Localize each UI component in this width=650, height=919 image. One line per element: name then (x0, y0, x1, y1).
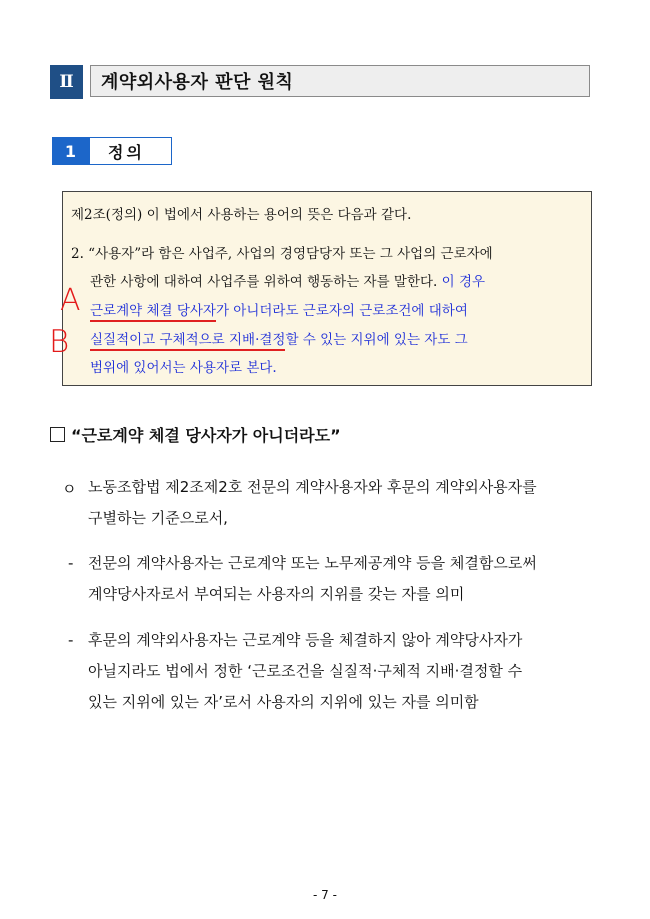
definition-highlight: 가 아니더라도 근로자의 근로조건에 대하여 (215, 303, 468, 319)
definition-item-line-1: 2. “사용자”라 함은 사업주, 사업의 경영담당자 또는 그 사업의 근로자에 (71, 246, 493, 262)
paragraph-2 (88, 548, 537, 610)
definition-text: 관한 사항에 대하여 사업주를 위하여 행동하는 자를 말한다. (90, 274, 438, 290)
definition-item-line-2 (90, 270, 485, 290)
paragraph-line: 계약당사자로서 부여되는 사용자의 지위를 갖는 자를 의미 (88, 585, 465, 603)
underlined-phrase-a: 근로계약 체결 당사자 (90, 303, 216, 322)
definition-item-line-5: 범위에 있어서는 사용자로 본다. (90, 360, 277, 376)
paragraph-line: 아닐지라도 법에서 정한 ‘근로조건을 실질적·구체적 지배·결정할 수 (88, 662, 523, 680)
paragraph-line: 후문의 계약외사용자는 근로계약 등을 체결하지 않아 계약당사자가 (88, 631, 523, 649)
topic-text: “근로계약 체결 당사자가 아니더라도” (71, 426, 341, 445)
checkbox-icon (50, 427, 65, 442)
annotation-a: A (60, 283, 81, 318)
definition-highlight: 할 수 있는 지위에 있는 자도 그 (285, 332, 468, 348)
definition-highlight: 이 경우 (437, 274, 486, 290)
bullet-dash: - (68, 554, 74, 572)
definition-box (62, 191, 592, 386)
annotation-b: B (49, 324, 70, 360)
paragraph-line: 있는 지위에 있는 자’로서 사용자의 지위에 있는 자를 의미함 (88, 693, 479, 711)
paragraph-3 (88, 625, 522, 718)
subsection-number: 1 (52, 137, 89, 165)
paragraph-line: 전문의 계약사용자는 근로계약 또는 노무제공계약 등을 체결함으로써 (88, 554, 537, 572)
topic-heading (50, 423, 341, 446)
paragraph-1 (88, 472, 537, 534)
section-title: 계약외사용자 판단 원칙 (90, 65, 590, 97)
subsection-header (52, 137, 172, 165)
definition-item-line-3 (90, 299, 468, 319)
bullet-circle: ㅇ (62, 480, 77, 498)
underlined-phrase-b: 실질적이고 구체적으로 지배·결정 (90, 332, 285, 351)
paragraph-line: 구별하는 기준으로서, (88, 509, 228, 527)
section-header (50, 65, 592, 99)
definition-heading: 제2조(정의) 이 법에서 사용하는 용어의 뜻은 다음과 같다. (71, 207, 412, 223)
definition-item-line-4 (90, 328, 468, 348)
subsection-title: 정의 (89, 137, 172, 165)
page-number: - 7 - (313, 888, 337, 902)
bullet-dash: - (68, 631, 74, 649)
paragraph-line: 노동조합법 제2조제2호 전문의 계약사용자와 후문의 계약외사용자를 (88, 478, 537, 496)
section-number: Ⅱ (50, 65, 83, 99)
